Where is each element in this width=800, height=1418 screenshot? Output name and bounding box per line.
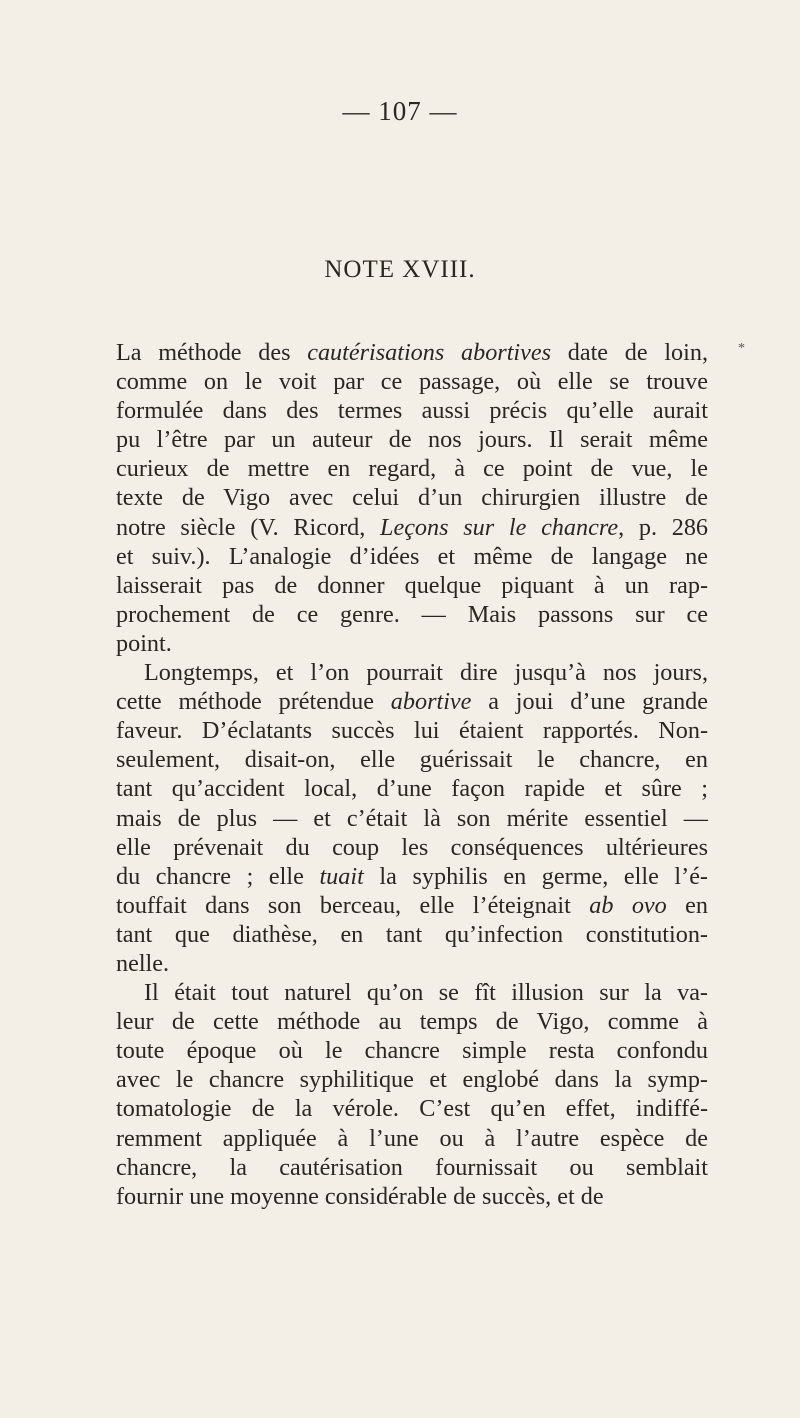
- text-run: La méthode des: [116, 339, 308, 366]
- text-line: [116, 774, 708, 803]
- text-line: [116, 1065, 708, 1094]
- text-run: Longtemps, et l’on pourrait dire jusqu’à nos jours,: [144, 659, 708, 687]
- text-run: nelle.: [116, 949, 170, 977]
- body-text: [116, 338, 708, 1211]
- text-line: [116, 629, 708, 658]
- text-run: a joui d’une grande: [471, 688, 708, 716]
- text-run: toute époque où le chancre simple resta confondu: [116, 1037, 708, 1065]
- paragraph: [116, 658, 708, 978]
- text-run: remment appliquée à l’une ou à l’autre espèce de: [116, 1124, 708, 1152]
- text-line: [116, 513, 708, 542]
- italic-text: Leçons sur le chancre: [380, 513, 619, 541]
- text-run: seulement, disait-on, elle guérissait le chancre, en: [116, 746, 708, 774]
- text-line: [116, 483, 708, 512]
- text-run: touffait dans son berceau, elle l’éteignait: [116, 891, 590, 919]
- text-line: [116, 338, 708, 367]
- text-run: notre siècle (V. Ricord,: [116, 513, 380, 541]
- text-line: [116, 949, 708, 978]
- text-run: date de loin,: [551, 339, 708, 366]
- paragraph: [116, 338, 708, 658]
- text-line: [116, 1182, 708, 1211]
- text-run: fournir une moyenne considérable de succès, et de: [116, 1182, 604, 1210]
- text-run: tant qu’accident local, d’une façon rapide et sûre ;: [116, 775, 708, 803]
- text-run: elle prévenait du coup les conséquences ultérieures: [116, 833, 708, 861]
- text-run: mais de plus — et c’était là son mérite essentiel —: [116, 804, 708, 832]
- italic-text: cautérisations abortives: [307, 339, 552, 366]
- text-line: [116, 862, 708, 891]
- text-line: [116, 425, 708, 454]
- text-line: [116, 658, 708, 687]
- text-run: prochement de ce genre. — Mais passons sur ce: [116, 600, 708, 628]
- text-run: chancre, la cautérisation fournissait ou semblait: [116, 1153, 708, 1181]
- text-line: [116, 1094, 708, 1123]
- paragraph: [116, 978, 708, 1211]
- text-line: [116, 571, 708, 600]
- text-line: [116, 891, 708, 920]
- text-line: [116, 1036, 708, 1065]
- text-line: [116, 745, 708, 774]
- text-run: point.: [116, 629, 172, 657]
- text-line: [116, 716, 708, 745]
- text-run: la syphilis en germe, elle l’é-: [363, 862, 708, 890]
- text-run: leur de cette méthode au temps de Vigo, comme à: [116, 1008, 708, 1036]
- text-run: tomatologie de la vérole. C’est qu’en effet, indiffé-: [116, 1095, 708, 1123]
- text-run: en: [666, 891, 708, 919]
- text-run: comme on le voit par ce passage, où elle se trouve: [116, 368, 708, 396]
- text-run: laisserait pas de donner quelque piquant à un rap-: [116, 571, 708, 599]
- text-run: texte de Vigo avec celui d’un chirurgien illustre de: [116, 484, 708, 512]
- text-line: [116, 833, 708, 862]
- text-run: avec le chancre syphilitique et englobé dans la symp-: [116, 1066, 708, 1094]
- text-line: [116, 1124, 708, 1153]
- text-line: [116, 396, 708, 425]
- text-run: formulée dans des termes aussi précis qu’elle aurait: [116, 397, 708, 425]
- text-run: tant que diathèse, en tant qu’infection constitution-: [116, 920, 708, 948]
- text-line: [116, 1153, 708, 1182]
- text-line: [116, 454, 708, 483]
- text-line: [116, 978, 708, 1007]
- italic-text: ab ovo: [589, 891, 667, 919]
- text-line: [116, 542, 708, 571]
- page-number: — 107 —: [342, 96, 458, 126]
- note-title: NOTE XVIII.: [324, 256, 476, 283]
- text-run: curieux de mettre en regard, à ce point de vue, le: [116, 455, 708, 483]
- margin-mark: *: [738, 341, 745, 356]
- text-run: faveur. D’éclatants succès lui étaient rapportés. Non-: [116, 717, 708, 745]
- text-run: Il était tout naturel qu’on se fît illusion sur la va-: [144, 979, 708, 1007]
- text-run: du chancre ; elle: [116, 862, 320, 890]
- text-line: [116, 600, 708, 629]
- text-run: et suiv.). L’analogie d’idées et même de langage ne: [116, 542, 708, 570]
- text-line: [116, 687, 708, 716]
- italic-text: tuait: [319, 862, 364, 890]
- text-line: [116, 804, 708, 833]
- text-line: [116, 367, 708, 396]
- text-run: cette méthode prétendue: [116, 688, 391, 716]
- text-line: [116, 920, 708, 949]
- italic-text: abortive: [390, 688, 472, 716]
- text-run: , p. 286: [618, 513, 709, 541]
- text-line: [116, 1007, 708, 1036]
- text-run: pu l’être par un auteur de nos jours. Il serait même: [116, 426, 708, 454]
